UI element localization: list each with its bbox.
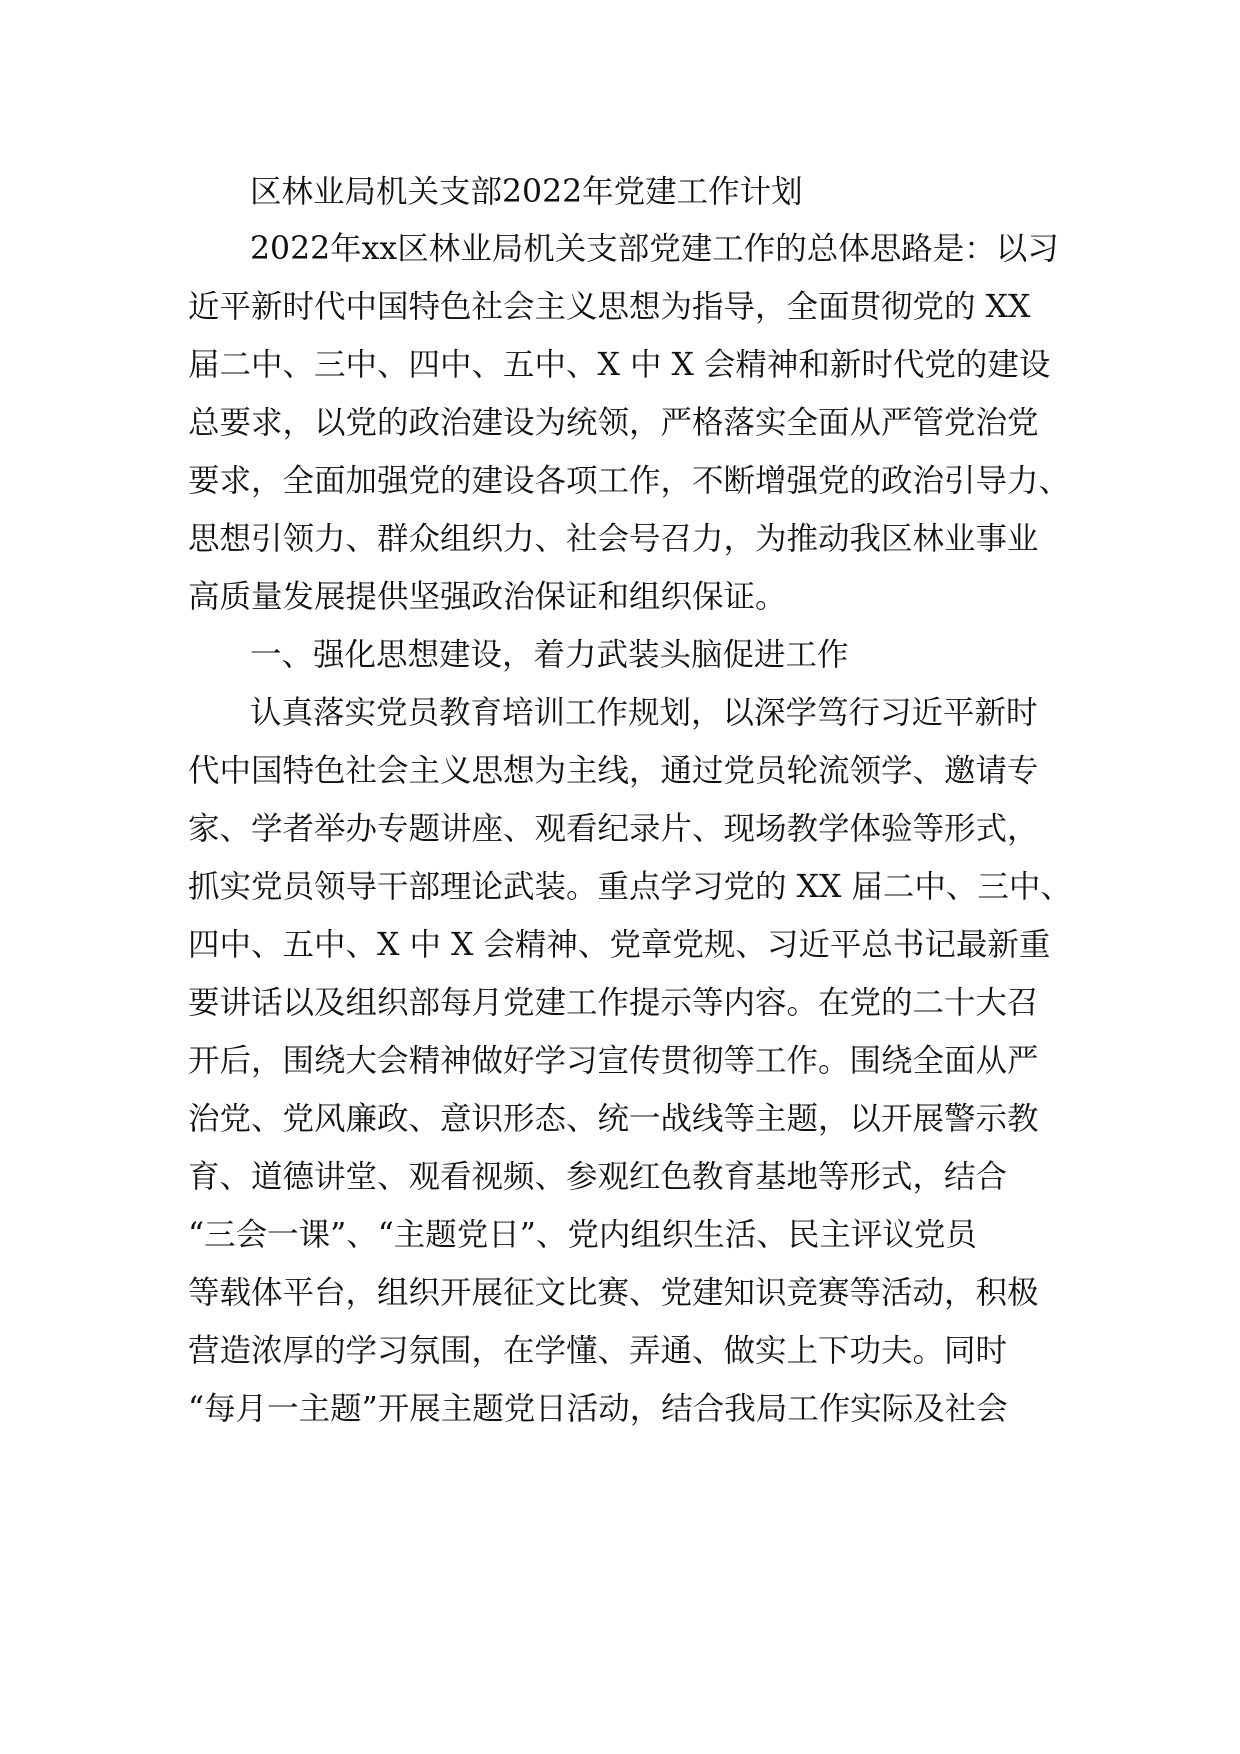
paragraph-2-line-1: 认真落实党员教育培训工作规划，以深学笃行习近平新时 (250, 695, 1038, 731)
paragraph-1-line-4: 总要求，以党的政治建设为统领，严格落实全面从严管党治党 (188, 405, 1039, 441)
paragraph-2-line-2: 代中国特色社会主义思想为主线，通过党员轮流领学、邀请专 (188, 753, 1039, 789)
paragraph-1-line-1: 2022年xx区林业局机关支部党建工作的总体思路是：以习 (250, 231, 1059, 267)
section-1-heading: 一、强化思想建设，着力武装头脑促进工作 (250, 637, 849, 673)
paragraph-1-line-2: 近平新时代中国特色社会主义思想为指导，全面贯彻党的 XX (188, 289, 1031, 325)
paragraph-2-line-13: “每月一主题”开展主题党日活动，结合我局工作实际及社会 (188, 1391, 1008, 1427)
paragraph-2-line-10: “三会一课”、“主题党日”、党内组织生活、民主评议党员 (188, 1217, 977, 1253)
paragraph-2-line-3: 家、学者举办专题讲座、观看纪录片、现场教学体验等形式， (188, 811, 1039, 847)
paragraph-2-line-12: 营造浓厚的学习氛围，在学懂、弄通、做实上下功夫。同时 (188, 1333, 1008, 1369)
paragraph-2-line-5: 四中、五中、X 中 X 会精神、党章党规、习近平总书记最新重 (188, 927, 1051, 963)
paragraph-2-line-7: 开后，围绕大会精神做好学习宣传贯彻等工作。围绕全面从严 (188, 1043, 1039, 1079)
paragraph-2-line-6: 要讲话以及组织部每月党建工作提示等内容。在党的二十大召 (188, 985, 1039, 1021)
paragraph-1-line-5: 要求，全面加强党的建设各项工作，不断增强党的政治引导力、 (188, 463, 1071, 499)
paragraph-1-line-3: 届二中、三中、四中、五中、X 中 X 会精神和新时代党的建设 (188, 347, 1051, 383)
paragraph-2-line-9: 育、道德讲堂、观看视频、参观红色教育基地等形式，结合 (188, 1159, 1008, 1195)
paragraph-2-line-8: 治党、党风廉政、意识形态、统一战线等主题，以开展警示教 (188, 1101, 1039, 1137)
paragraph-2-line-4: 抓实党员领导干部理论武装。重点学习党的 XX 届二中、三中、 (188, 869, 1072, 905)
paragraph-2-line-11: 等载体平台，组织开展征文比赛、党建知识竞赛等活动，积极 (188, 1275, 1039, 1311)
document-title: 区林业局机关支部2022年党建工作计划 (250, 174, 803, 210)
paragraph-1-line-6: 思想引领力、群众组织力、社会号召力，为推动我区林业事业 (188, 521, 1039, 557)
paragraph-1-line-7: 高质量发展提供坚强政治保证和组织保证。 (188, 579, 787, 615)
